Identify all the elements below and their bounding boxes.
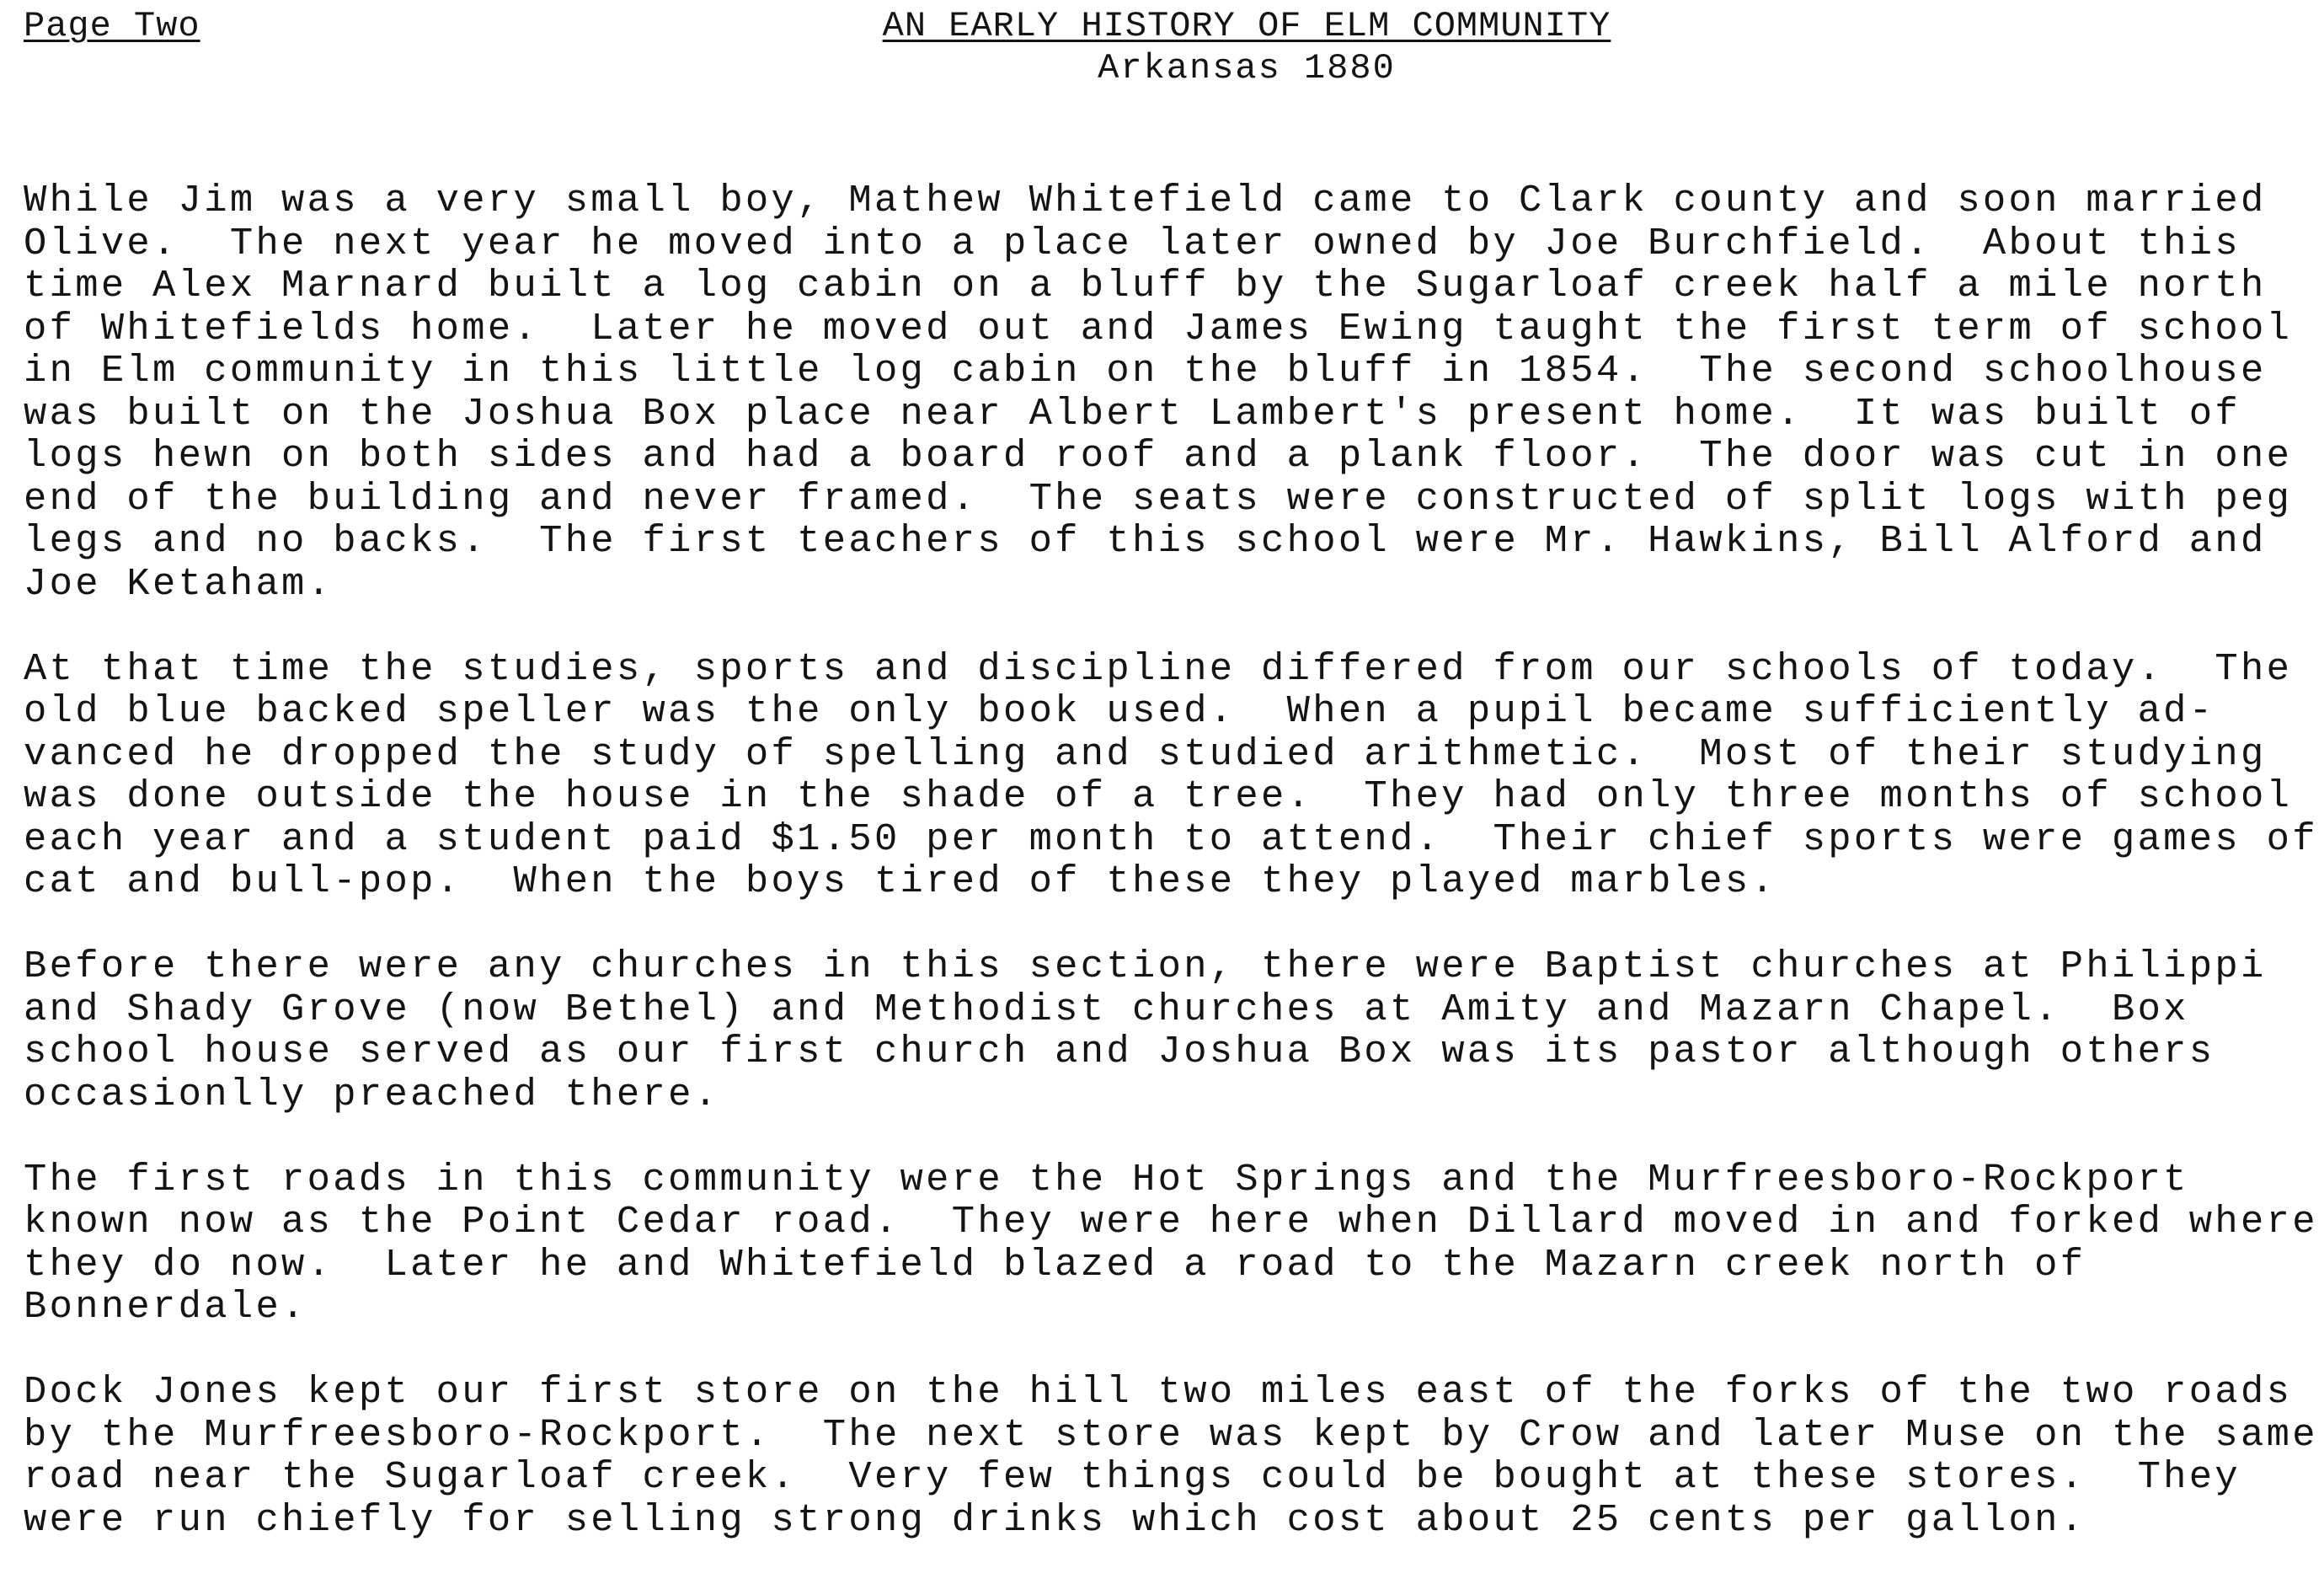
- paragraph-roads: [24, 1157, 2318, 1329]
- text-line: school house served as our first church and Joshua Box was its pastor although others: [24, 1030, 2215, 1073]
- text-line: legs and no backs. The first teachers of this school were Mr. Hawkins, Bill Alford and: [24, 519, 2267, 563]
- text-line: of Whitefields home. Later he moved out and James Ewing taught the first term of school: [24, 306, 2293, 351]
- text-line: time Alex Marnard built a log cabin on a bluff by the Sugarloaf creek half a mile north: [24, 264, 2267, 308]
- text-line: by the Murfreesboro-Rockport. The next store was kept by Crow and later Muse on the same: [24, 1412, 2318, 1457]
- document-body: [24, 179, 2318, 1584]
- text-line: were run chiefly for selling strong drinks which cost about 25 cents per gallon.: [24, 1497, 2086, 1542]
- text-line: they do now. Later he and Whitefield blazed a road to the Mazarn creek north of: [24, 1242, 2086, 1287]
- text-line: in Elm community in this little log cabin on the bluff in 1854. The second schoolhouse: [24, 349, 2267, 393]
- text-line: cat and bull-pop. When the boys tired of these they played marbles.: [24, 859, 1777, 903]
- text-line: Bonnerdale.: [24, 1285, 307, 1329]
- text-line: At that time the studies, sports and discipline differed from our schools of today. The: [24, 646, 2293, 691]
- text-line: vanced he dropped the study of spelling and studied arithmetic. Most of their studying: [24, 731, 2267, 776]
- title-block: [758, 5, 1735, 89]
- paragraph-churches: [24, 945, 2315, 1116]
- paragraph-stores: [24, 1370, 2318, 1542]
- text-line: road near the Sugarloaf creek. Very few things could be bought at these stores. They: [24, 1455, 2241, 1499]
- text-line: was done outside the house in the shade of a tree. They had only three months of school: [24, 774, 2293, 818]
- paragraph-studies-sports: [24, 646, 2318, 903]
- text-line: logs hewn on both sides and had a board roof and a plank floor. The door was cut in one: [24, 434, 2293, 478]
- paragraph-schoolhouses: [24, 179, 2315, 605]
- text-line: Olive. The next year he moved into a place later owned by Joe Burchfield. About this: [24, 221, 2241, 265]
- text-line: and Shady Grove (now Bethel) and Methodist churches at Amity and Mazarn Chapel. Box: [24, 987, 2189, 1031]
- text-line: was built on the Joshua Box place near Albert Lambert's present home. It was built of: [24, 391, 2241, 436]
- text-line: old blue backed speller was the only book used. When a pupil became sufficiently ad-: [24, 689, 2215, 733]
- text-line: Dock Jones kept our first store on the hill two miles east of the forks of the two roads: [24, 1370, 2293, 1414]
- text-line: each year and a student paid $1.50 per month to attend. Their chief sports were games of: [24, 816, 2318, 861]
- text-line: The first roads in this community were the Hot Springs and the Murfreesboro-Rockport: [24, 1157, 2189, 1201]
- text-line: Joe Ketaham.: [24, 561, 334, 606]
- text-line: known now as the Point Cedar road. They were here when Dillard moved in and forked where: [24, 1200, 2318, 1244]
- text-line: occasionlly preached there.: [24, 1072, 720, 1116]
- document-title: AN EARLY HISTORY OF ELM COMMUNITY: [882, 6, 1611, 46]
- page-label: Page Two: [24, 6, 200, 46]
- document-subtitle: Arkansas 1880: [1098, 48, 1396, 88]
- text-line: end of the building and never framed. The seats were constructed of split logs with peg: [24, 476, 2293, 521]
- text-line: While Jim was a very small boy, Mathew Whitefield came to Clark county and soon married: [24, 179, 2267, 222]
- text-line: Before there were any churches in this section, there were Baptist churches at Philippi: [24, 945, 2267, 988]
